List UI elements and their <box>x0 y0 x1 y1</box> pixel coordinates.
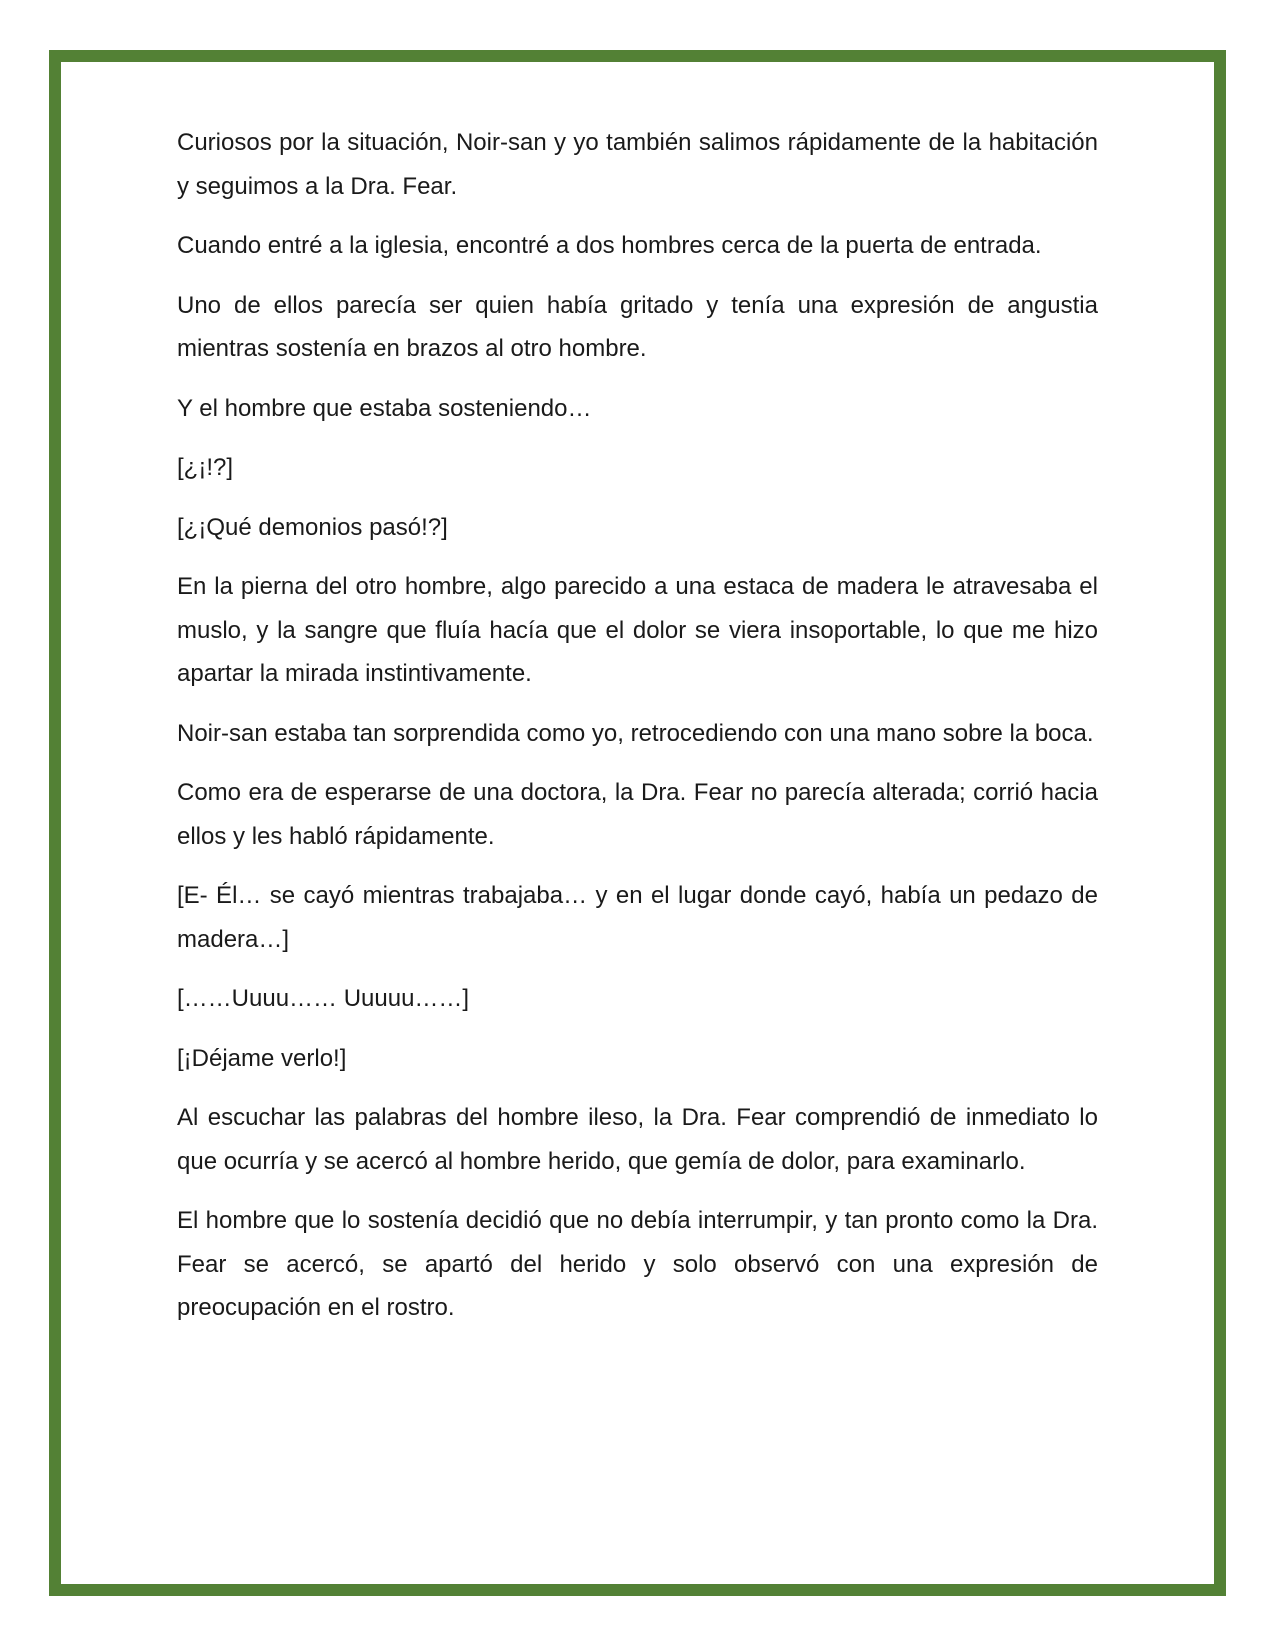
document-body <box>177 121 1098 1346</box>
dialogue-line: [E- Él… se cayó mientras trabajaba… y en el lugar donde cayó, había un pedazo de madera…] <box>177 882 1098 953</box>
dialogue-line: [¿¡Qué demonios pasó!?] <box>177 513 448 541</box>
paragraph: El hombre que lo sostenía decidió que no debía interrumpir, y tan pronto como la Dra. Fear se acercó, se apartó del herido y solo observó con una expresión de preocupación en el rostro. <box>177 1207 1098 1321</box>
dialogue-line: [¡Déjame verlo!] <box>177 1044 347 1072</box>
dialogue-line: [¿¡!?] <box>177 454 234 481</box>
paragraph: Uno de ellos parecía ser quien había gritado y tenía una expresión de angustia mientras sostenía en brazos al otro hombre. <box>177 291 1098 362</box>
paragraph: Noir-san estaba tan sorprendida como yo, retrocediendo con una mano sobre la boca. <box>177 719 1094 747</box>
paragraph: En la pierna del otro hombre, algo parecido a una estaca de madera le atravesaba el muslo, y la sangre que fluía hacía que el dolor se viera insoportable, lo que me hizo apartar la mirada instintivamente. <box>177 573 1098 687</box>
dialogue-line: [……Uuuu…… Uuuuu……] <box>177 985 470 1012</box>
paragraph: Cuando entré a la iglesia, encontré a dos hombres cerca de la puerta de entrada. <box>177 232 1042 259</box>
paragraph: Como era de esperarse de una doctora, la Dra. Fear no parecía alterada; corrió hacia ellos y les habló rápidamente. <box>177 779 1098 850</box>
paragraph: Y el hombre que estaba sosteniendo… <box>177 394 592 422</box>
paragraph: Al escuchar las palabras del hombre ileso, la Dra. Fear comprendió de inmediato lo que ocurría y se acercó al hombre herido, que gemía de dolor, para examinarlo. <box>177 1104 1098 1175</box>
paragraph: Curiosos por la situación, Noir-san y yo también salimos rápidamente de la habitación y seguimos a la Dra. Fear. <box>177 129 1098 200</box>
